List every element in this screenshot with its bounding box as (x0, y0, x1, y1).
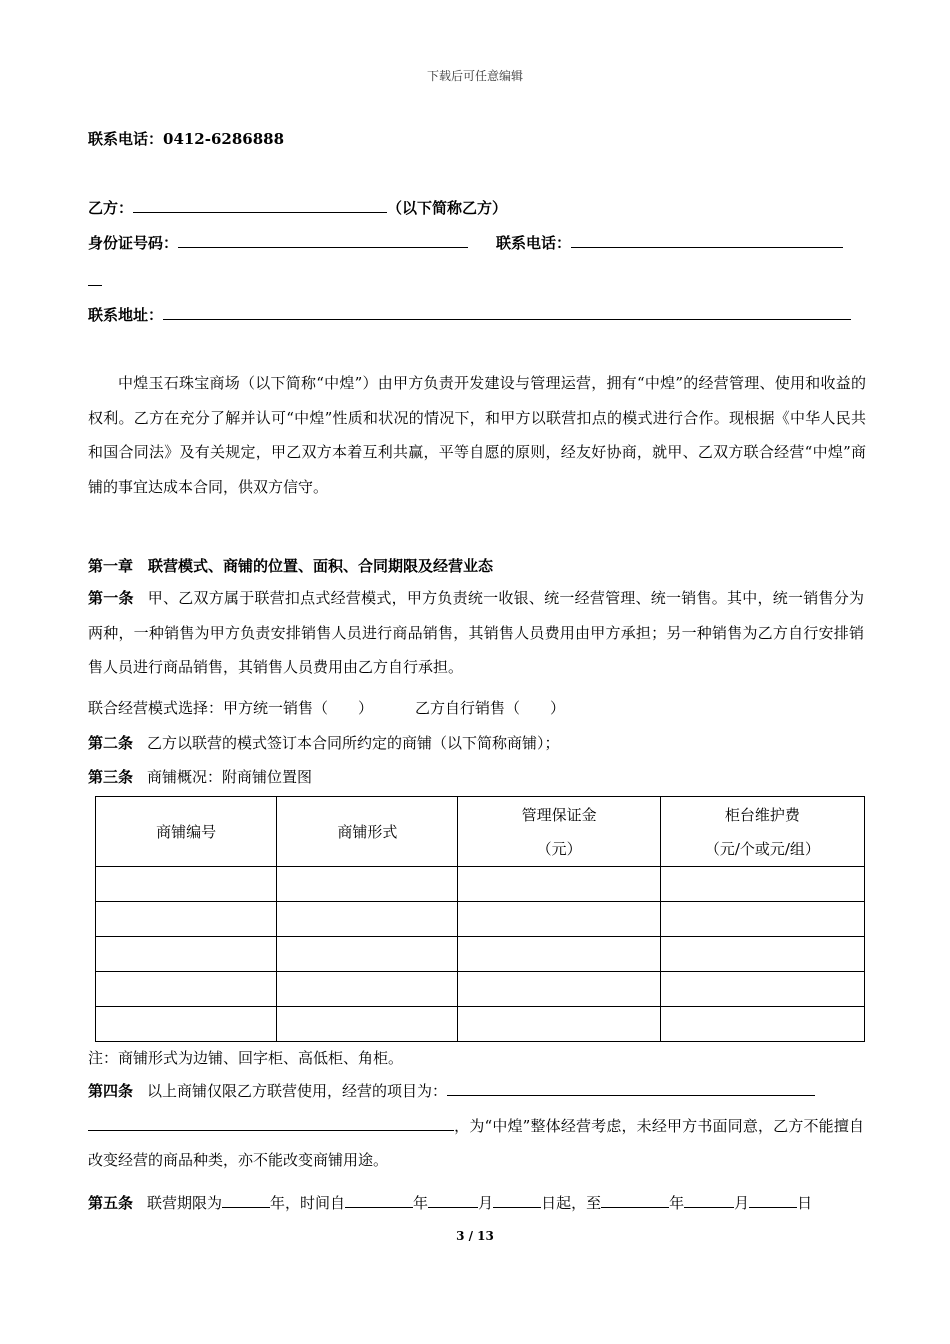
table-cell[interactable] (458, 867, 660, 902)
table-cell[interactable] (96, 902, 277, 937)
header-deposit (458, 797, 660, 867)
start-year-blank[interactable] (345, 1193, 413, 1208)
article-5 (88, 1192, 812, 1213)
phone-blank-overflow (88, 285, 102, 286)
table-row (96, 867, 865, 902)
header-maintenance-title: 柜台维护费 (724, 805, 800, 824)
table-cell[interactable] (660, 1007, 864, 1042)
table-cell[interactable] (660, 867, 864, 902)
article-5-text: 月 (734, 1194, 750, 1212)
table-note: 注：商铺形式为边铺、回字柜、高低柜、角柜。 (88, 1049, 404, 1067)
mode-select-line (88, 697, 565, 718)
article-3 (88, 766, 312, 787)
table-cell[interactable] (660, 902, 864, 937)
article-3-text: 商铺概况：附商铺位置图 (147, 768, 313, 786)
table-cell[interactable] (277, 937, 458, 972)
header-shop-type: 商铺形式 (277, 797, 458, 867)
party-b-phone-blank[interactable] (571, 233, 843, 248)
table-row (96, 1007, 865, 1042)
start-day-blank[interactable] (493, 1193, 541, 1208)
page-header: 下载后可任意编辑 (426, 69, 523, 83)
business-items-blank[interactable] (447, 1081, 815, 1096)
table-cell[interactable] (96, 972, 277, 1007)
mode-option-party-a[interactable]: 甲方统一销售（ ） (223, 699, 374, 717)
header-deposit-title: 管理保证金 (521, 805, 597, 824)
header-shop-number: 商铺编号 (96, 797, 277, 867)
party-b-phone-label: 联系电话： (496, 234, 572, 252)
article-1-text: 甲、乙双方属于联营扣点式经营模式，甲方负责统一收银、统一经营管理、统一销售。其中，统一销售分为两种，一种销售为甲方负责安排销售人员进行商品销售，其销售人员费用由甲方承担；另一种销售为乙方自行安排销售人员进行商品销售，其销售人员费用由乙方自行承担。 (88, 589, 864, 676)
end-year-blank[interactable] (601, 1193, 669, 1208)
table-cell[interactable] (660, 937, 864, 972)
party-b-id-line (88, 232, 843, 253)
party-b-address-label: 联系地址： (88, 306, 164, 324)
party-b-address-blank[interactable] (163, 305, 851, 320)
party-b-id-label: 身份证号码： (88, 234, 179, 252)
chapter-1-title: 第一章 联营模式、商铺的位置、面积、合同期限及经营业态 (88, 557, 494, 575)
article-5-text: 年，时间自 (270, 1194, 346, 1212)
article-4-text-b: ，为“中煌”整体经营考虑，未经甲方书面同意，乙方不能擅自改变经营的商品种类，亦不能改变商铺用途。 (88, 1116, 864, 1169)
term-years-blank[interactable] (222, 1193, 270, 1208)
header-maintenance-fee (660, 797, 864, 867)
table-cell[interactable] (96, 937, 277, 972)
table-cell[interactable] (458, 902, 660, 937)
start-month-blank[interactable] (428, 1193, 478, 1208)
article-2 (88, 732, 560, 753)
table-row (96, 972, 865, 1007)
article-5-label: 第五条 (88, 1194, 134, 1212)
shop-table (95, 796, 865, 1042)
article-2-label: 第二条 (88, 734, 134, 752)
table-cell[interactable] (96, 867, 277, 902)
party-b-name-line (88, 197, 507, 218)
header-maintenance-unit: （元/个或元/组） (704, 839, 820, 858)
table-cell[interactable] (458, 972, 660, 1007)
article-1 (88, 581, 864, 685)
business-items-blank-cont[interactable] (88, 1116, 454, 1131)
party-b-name-blank[interactable] (133, 198, 387, 213)
party-b-address-line (88, 304, 851, 325)
party-b-name-label: 乙方： (88, 199, 134, 217)
article-5-text: 年 (413, 1194, 429, 1212)
table-row (96, 902, 865, 937)
end-day-blank[interactable] (749, 1193, 797, 1208)
header-deposit-unit: （元） (536, 839, 582, 858)
article-2-text: 乙方以联营的模式签订本合同所约定的商铺（以下简称商铺）； (147, 734, 560, 752)
article-4 (88, 1074, 864, 1178)
party-b-id-blank[interactable] (178, 233, 468, 248)
table-cell[interactable] (458, 1007, 660, 1042)
article-3-label: 第三条 (88, 768, 134, 786)
article-5-text: 月 (478, 1194, 494, 1212)
table-cell[interactable] (458, 937, 660, 972)
article-5-text: 日 (797, 1194, 813, 1212)
article-4-label: 第四条 (88, 1082, 134, 1100)
article-5-text: 日起，至 (541, 1194, 602, 1212)
table-cell[interactable] (277, 972, 458, 1007)
intro-paragraph: 中煌玉石珠宝商场（以下简称“中煌”）由甲方负责开发建设与管理运营，拥有“中煌”的经营管理、使用和收益的权利。乙方在充分了解并认可“中煌”性质和状况的情况下，和甲方以联营扣点的模式进行合作。现根据《中华人民共和国合同法》及有关规定，甲乙双方本着互利共赢，平等自愿的原则，经友好协商，就甲、乙双方联合经营“中煌”商铺的事宜达成本合同，供双方信守。 (88, 374, 866, 496)
table-cell[interactable] (277, 902, 458, 937)
table-cell[interactable] (277, 867, 458, 902)
end-month-blank[interactable] (684, 1193, 734, 1208)
mode-select-label: 联合经营模式选择： (88, 699, 224, 717)
party-a-phone: 联系电话：0412-6286888 (88, 130, 285, 148)
table-cell[interactable] (660, 972, 864, 1007)
mode-option-party-b[interactable]: 乙方自行销售（ ） (415, 699, 566, 717)
shop-table-header-row (96, 797, 865, 867)
party-b-name-suffix: （以下简称乙方） (387, 199, 508, 217)
page-number: 3 / 13 (456, 1229, 494, 1243)
article-1-label: 第一条 (88, 589, 134, 607)
article-5-text: 联营期限为 (147, 1194, 223, 1212)
table-cell[interactable] (96, 1007, 277, 1042)
table-cell[interactable] (277, 1007, 458, 1042)
table-row (96, 937, 865, 972)
article-4-text-a: 以上商铺仅限乙方联营使用，经营的项目为： (147, 1082, 448, 1100)
article-5-text: 年 (669, 1194, 685, 1212)
